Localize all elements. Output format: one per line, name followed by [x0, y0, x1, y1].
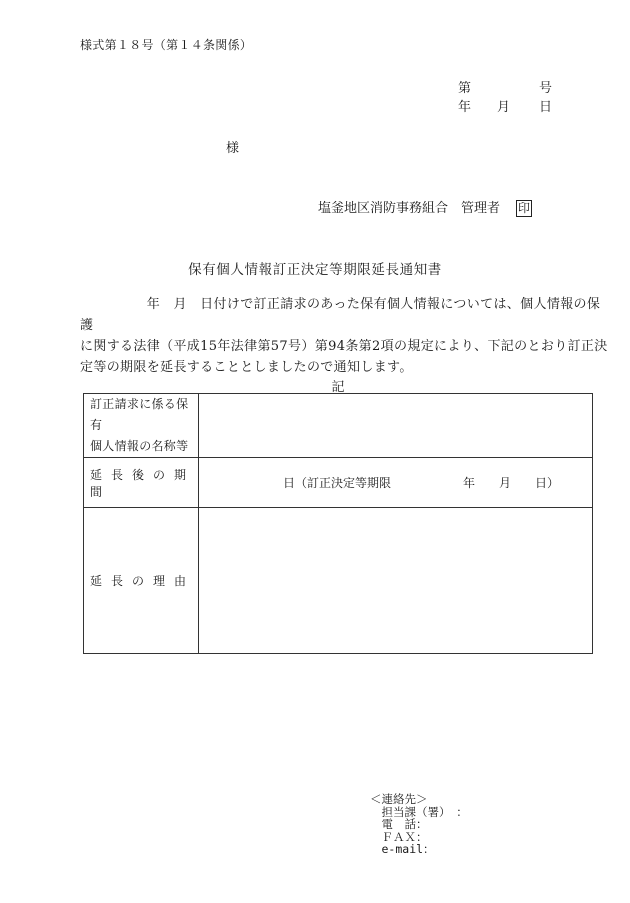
form-number: 様式第１８号（第１４条関係） — [80, 38, 253, 52]
contact-phone: 電 話： — [370, 817, 428, 831]
contact-fax: ＦＡＸ： — [370, 829, 428, 844]
info-name-label — [84, 394, 199, 458]
body-line: に関する法律（平成15年法律第57号）第94条第2項の規定により、下記のとおり訂正決 — [80, 339, 608, 354]
table-row — [84, 458, 593, 508]
sender-organization: 塩釜地区消防事務組合 管理者 — [318, 201, 501, 216]
contact-block — [370, 793, 468, 856]
body-text — [80, 294, 612, 378]
info-name-field[interactable] — [199, 394, 593, 458]
body-line: 定等の期限を延長することとしましたので通知します。 — [80, 360, 413, 375]
extended-period-field[interactable]: 日（訂正決定等期限 年 月 日） — [199, 458, 593, 508]
seal-box: 印 — [518, 201, 531, 215]
contact-email: e-mail： — [370, 842, 435, 856]
contact-heading: ＜連絡先＞ — [370, 792, 428, 806]
date-year: 年 — [458, 100, 472, 115]
number-suffix: 号 — [538, 81, 552, 96]
table-row — [84, 394, 593, 458]
extension-reason-label: 延長の理由 — [84, 508, 199, 654]
info-name-label-line1: 訂正請求に係る保有 — [90, 397, 189, 432]
extended-period-label: 延長後の期間 — [84, 458, 199, 508]
table-row — [84, 508, 593, 654]
addressee-honorific: 様 — [226, 141, 240, 156]
document-title: 保有個人情報訂正決定等期限延長通知書 — [188, 262, 442, 278]
number-prefix: 第 — [458, 81, 472, 96]
contact-dept: 担当課（署） ： — [370, 804, 468, 819]
sender-line — [318, 197, 532, 217]
date-month: 月 — [497, 100, 511, 115]
extension-reason-field[interactable] — [199, 508, 593, 654]
ki-heading: 記 — [331, 380, 345, 395]
body-line: 年 月 日付けで訂正請求のあった保有個人情報については、個人情報の保護 — [80, 297, 601, 333]
info-name-label-line2: 個人情報の名称等 — [90, 439, 189, 453]
extension-form-table — [83, 393, 593, 654]
date-day: 日 — [538, 100, 552, 115]
